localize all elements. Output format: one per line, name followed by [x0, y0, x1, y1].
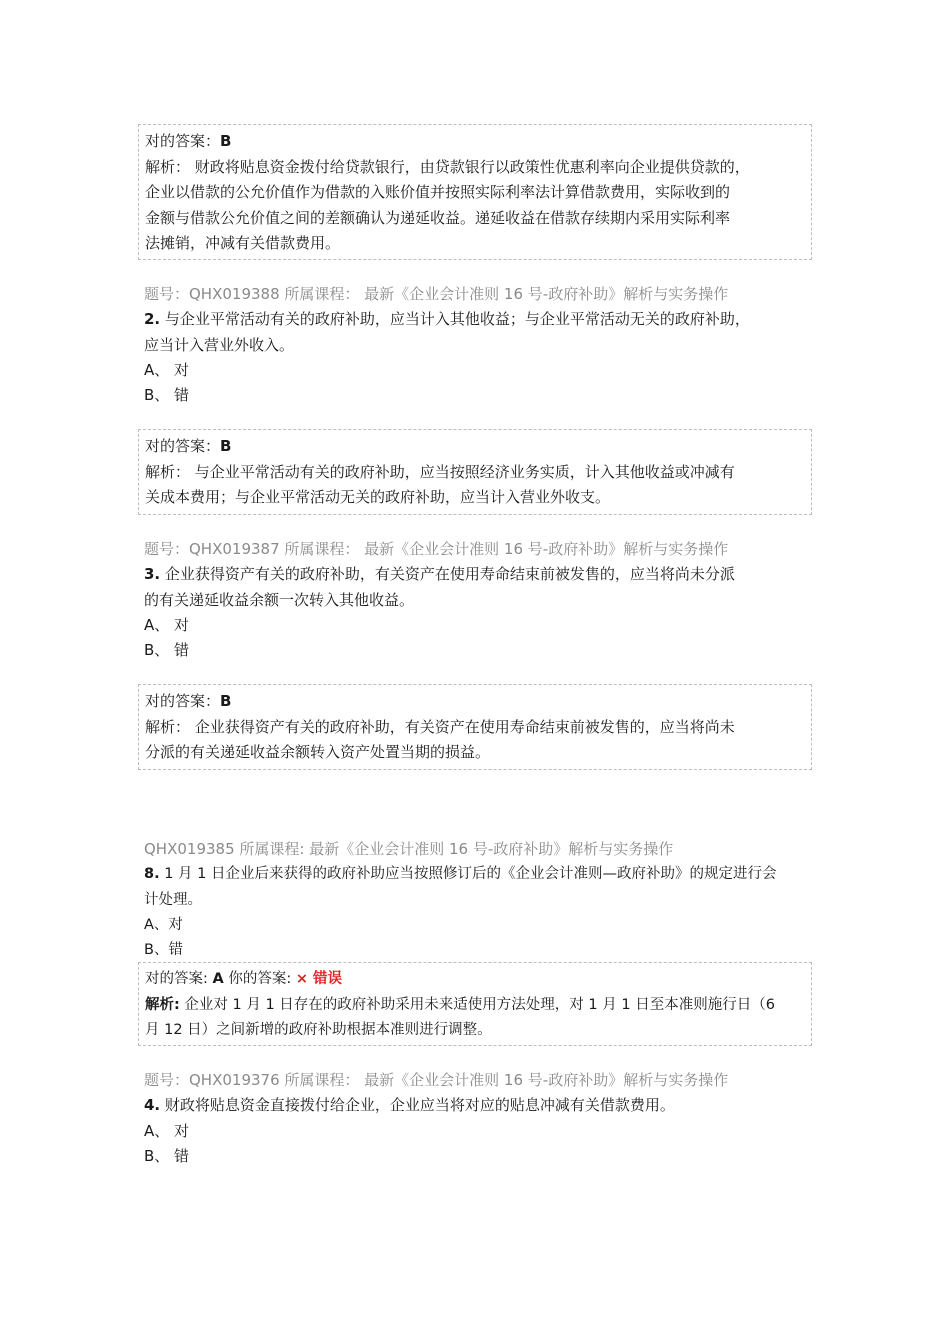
- option-b[interactable]: B、 错: [144, 641, 190, 659]
- analysis-line: 解析: 企业对 1 月 1 日存在的政府补助采用未来适使用方法处理，对 1 月 1 日至本准则施行日（6: [145, 996, 775, 1013]
- question-meta: 题号：QHX019388 所属课程： 最新《企业会计准则 16 号-政府补助》解析与实务操作: [144, 285, 729, 303]
- question-text: 4. 财政将贴息资金直接拨付给企业，企业应当将对应的贴息冲减有关借款费用。: [144, 1096, 675, 1114]
- your-answer-label: 你的答案:: [223, 971, 296, 987]
- answer-box-8: [138, 962, 812, 1046]
- answer-box-2: [138, 429, 812, 515]
- question-text: 3. 企业获得资产有关的政府补助，有关资产在使用寿命结束前被发售的，应当将尚未分派: [144, 565, 735, 583]
- question-8: [144, 837, 814, 963]
- option-b[interactable]: B、 错: [144, 1146, 190, 1165]
- analysis-line: 解析： 财政将贴息资金拨付给贷款银行，由贷款银行以政策性优惠利率向企业提供贷款的，: [145, 157, 750, 176]
- question-2: [144, 282, 814, 408]
- question-3: [144, 537, 814, 663]
- option-a[interactable]: A、 对: [144, 361, 190, 379]
- correct-answer-value: B: [220, 437, 232, 455]
- question-meta: 题号：QHX019376 所属课程： 最新《企业会计准则 16 号-政府补助》解析与实务操作: [144, 1071, 729, 1089]
- question-text: 计处理。: [144, 891, 202, 908]
- analysis-line: 月 12 日）之间新增的政府补助根据本准则进行调整。: [145, 1022, 492, 1038]
- option-b[interactable]: B、 错: [144, 386, 190, 404]
- question-text: 应当计入营业外收入。: [144, 335, 295, 354]
- option-a[interactable]: A、对: [144, 917, 183, 933]
- option-a[interactable]: A、 对: [144, 616, 190, 634]
- question-meta: 题号：QHX019387 所属课程： 最新《企业会计准则 16 号-政府补助》解析与实务操作: [144, 540, 729, 558]
- answer-box-1: [138, 124, 812, 260]
- question-text: 的有关递延收益余额一次转入其他收益。: [144, 590, 415, 609]
- option-b[interactable]: B、错: [144, 942, 183, 958]
- option-a[interactable]: A、 对: [144, 1121, 190, 1140]
- analysis-line: 解析： 与企业平常活动有关的政府补助，应当按照经济业务实质，计入其他收益或冲减有: [145, 462, 735, 481]
- correct-answer: 对的答案：B: [145, 692, 232, 710]
- question-text: 8. 1 月 1 日企业后来获得的政府补助应当按照修订后的《企业会计准则—政府补助》的规定进行会: [144, 866, 777, 882]
- correct-answer-value: B: [220, 132, 232, 150]
- correct-answer-value: A: [212, 971, 224, 987]
- analysis-line: 金额与借款公允价值之间的差额确认为递延收益。递延收益在借款存续期内采用实际利率: [145, 208, 731, 227]
- analysis-line: 关成本费用；与企业平常活动无关的政府补助，应当计入营业外收支。: [145, 488, 611, 506]
- correct-answer: 对的答案: A 你的答案: × 错误: [145, 971, 343, 987]
- correct-answer-value: B: [220, 692, 232, 710]
- analysis-line: 企业以借款的公允价值作为借款的入账价值并按照实际利率法计算借款费用，实际收到的: [145, 183, 731, 201]
- question-meta: QHX019385 所属课程: 最新《企业会计准则 16 号-政府补助》解析与实务操作: [144, 840, 674, 858]
- correct-answer: 对的答案：B: [145, 437, 232, 455]
- analysis-line: 分派的有关递延收益余额转入资产处置当期的损益。: [145, 743, 491, 761]
- question-4: [144, 1068, 814, 1169]
- question-text: 2. 与企业平常活动有关的政府补助，应当计入其他收益；与企业平常活动无关的政府补助，: [144, 310, 750, 328]
- analysis-line: 法摊销，冲减有关借款费用。: [145, 234, 341, 252]
- answer-box-3: [138, 684, 812, 770]
- wrong-answer-badge: × 错误: [295, 971, 343, 987]
- analysis-line: 解析： 企业获得资产有关的政府补助，有关资产在使用寿命结束前被发售的，应当将尚未: [145, 717, 735, 736]
- correct-answer: 对的答案：B: [145, 132, 232, 150]
